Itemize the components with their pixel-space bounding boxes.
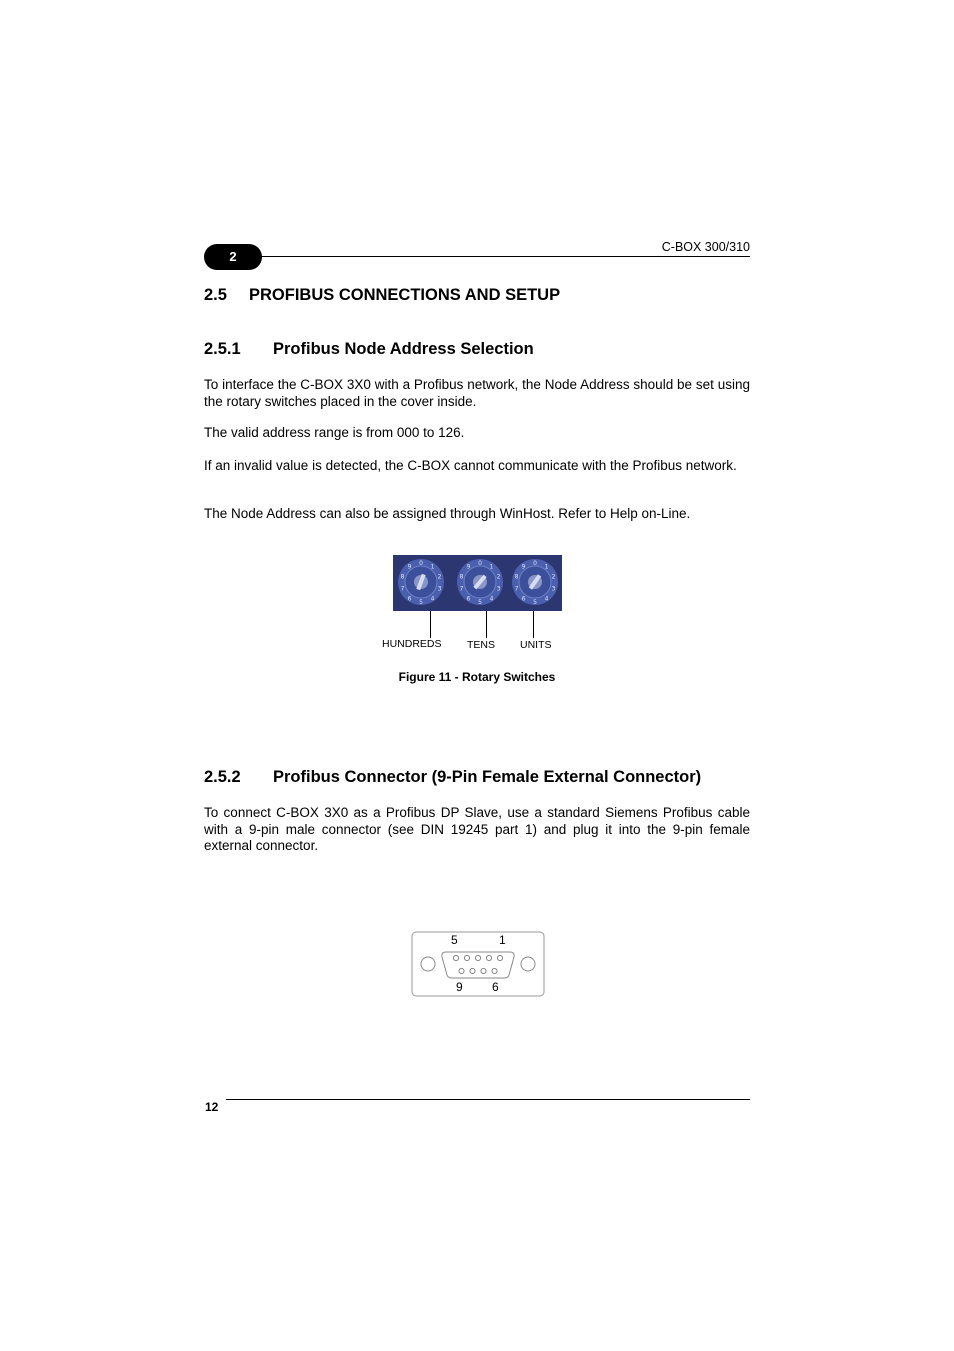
switch-digit-mark: 4 [489,595,494,603]
switch-digit-mark: 1 [489,563,494,571]
connector-pin [464,955,469,960]
db9-connector-diagram [410,930,546,998]
switch-digit-mark: 9 [466,563,471,571]
switch-digit-mark: 8 [514,573,519,581]
leader-line-tens [486,611,487,638]
pin-label-1: 1 [499,933,506,947]
paragraph: If an invalid value is detected, the C-BOX cannot communicate with the Profibus network. [204,458,737,473]
subsection-number: 2.5.2 [204,768,241,786]
switch-digit-mark: 7 [514,585,519,593]
header-rule [258,256,750,257]
paragraph: The valid address range is from 000 to 126. [204,425,465,440]
connector-pin [486,955,491,960]
pin-label-6: 6 [492,980,499,994]
switch-digit-mark: 9 [521,563,526,571]
paragraph: The Node Address can also be assigned through WinHost. Refer to Help on-Line. [204,506,691,521]
switch-digit-mark: 8 [400,573,405,581]
switch-digit-mark: 0 [419,560,423,567]
subsection-number: 2.5.1 [204,340,241,358]
switch-digit-mark: 2 [437,573,442,581]
figure-caption: Figure 11 - Rotary Switches [398,670,556,684]
pin-label-9: 9 [456,980,463,994]
switch-digit-mark: 1 [430,563,435,571]
page-number: 12 [205,1100,219,1114]
switch-digit-mark: 7 [400,585,405,593]
switch-digit-mark: 6 [521,595,526,603]
mounting-hole-left [421,957,435,971]
leader-line-units [533,611,534,638]
subsection-heading-node-address [204,340,534,359]
chapter-badge: 2 [204,244,262,270]
leader-line-hundreds [430,611,431,638]
switch-digit-mark: 8 [459,573,464,581]
paragraph: To connect C-BOX 3X0 as a Profibus DP Slave, use a standard Siemens Profibus cable with a 9-pin male connector (see DIN 19245 part 1) and plug it into the 9-pin female external connector. [204,805,750,853]
section-number: 2.5 [204,286,227,304]
switch-digit-mark: 2 [496,573,501,581]
mounting-hole-right [521,957,535,971]
switch-digit-mark: 5 [419,599,423,606]
label-tens: TENS [467,639,496,651]
pin-label-5: 5 [451,933,458,947]
label-hundreds: HUNDREDS [382,638,442,650]
connector-pin [470,968,475,973]
connector-pin [492,968,497,973]
rotary-switches-photo [393,555,562,611]
switch-digit-mark: 0 [533,560,537,567]
switch-digit-mark: 3 [437,585,442,593]
connector-pin [475,955,480,960]
paragraph: To interface the C-BOX 3X0 with a Profibus network, the Node Address should be set using the rotary switches placed in the cover inside. [204,377,750,409]
subsection-title: Profibus Connector (9-Pin Female External Connector) [273,768,702,786]
switch-digit-mark: 1 [544,563,549,571]
switch-digit-mark: 2 [551,573,556,581]
switch-digit-mark: 5 [533,599,537,606]
switch-digit-mark: 6 [407,595,412,603]
footer-rule [226,1099,750,1100]
connector-pin [481,968,486,973]
switch-digit-mark: 0 [478,560,482,567]
section-title: PROFIBUS CONNECTIONS AND SETUP [249,286,561,304]
switch-digit-mark: 3 [496,585,501,593]
connector-pin [459,968,464,973]
switch-digit-mark: 4 [544,595,549,603]
switch-digit-mark: 6 [466,595,471,603]
label-units: UNITS [520,639,552,651]
section-heading [204,286,560,305]
switch-digit-mark: 4 [430,595,435,603]
connector-pin [453,955,458,960]
switch-digit-mark: 9 [407,563,412,571]
connector-pin [497,955,502,960]
switch-digit-mark: 3 [551,585,556,593]
subsection-title: Profibus Node Address Selection [273,340,534,358]
header-product-name: C-BOX 300/310 [661,240,750,254]
switch-digit-mark: 5 [478,599,482,606]
subsection-heading-connector [204,768,701,787]
switch-digit-mark: 7 [459,585,464,593]
